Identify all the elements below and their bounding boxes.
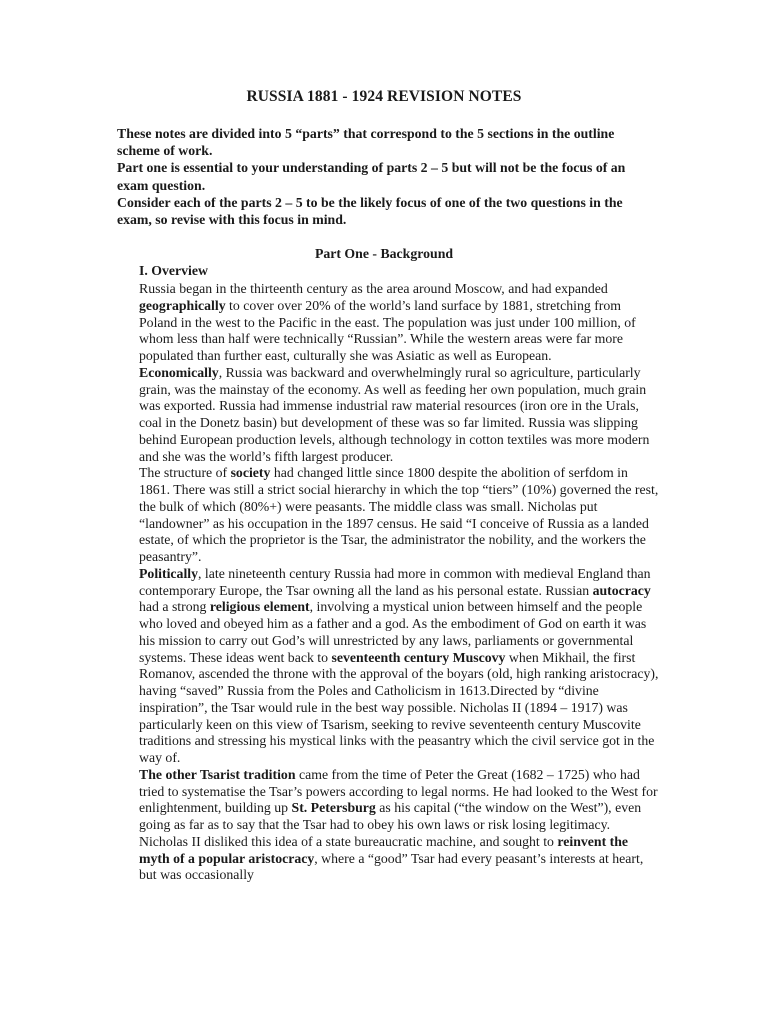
body-text xyxy=(139,281,659,884)
intro-paragraph: Part one is essential to your understanding of parts 2 – 5 but will not be the focus of an exam question. xyxy=(117,160,626,193)
document-title: RUSSIA 1881 - 1924 REVISION NOTES xyxy=(246,88,522,105)
emphasis-text: reinvent the myth of a popular aristocracy xyxy=(139,833,629,866)
emphasis-text: autocracy xyxy=(592,582,651,598)
body-paragraph xyxy=(139,465,659,566)
paragraph-text: , where a “good” Tsar had every peasant’s interests at heart, but was occasionally xyxy=(139,850,644,883)
paragraph-text: , late nineteenth century Russia had more in common with medieval England than contemporary Europe, the Tsar owning all the land as his personal estate. Russian xyxy=(139,565,651,598)
body-paragraph xyxy=(139,281,659,365)
emphasis-text: Economically xyxy=(139,364,219,380)
paragraph-text: came from the time of Peter the Great (1682 – 1725) who had tried to systematise the Tsar’s powers according to legal norms. He had looked to the West for enlightenment, building up xyxy=(139,766,658,816)
paragraph-text: The structure of xyxy=(139,465,231,481)
intro-paragraph: These notes are divided into 5 “parts” that correspond to the 5 sections in the outline scheme of work. xyxy=(117,126,615,159)
paragraph-text: , Russia was backward and overwhelmingly rural so agriculture, particularly grain, was the mainstay of the economy. As well as feeding her own population, much grain was exported. Russia had immense industrial raw material resources (iron ore in the Urals, coal in the Donetz basin) but development of these was so far limited. Russia was slipping behind European production levels, although technology in cotton textiles was more modern and she was the world’s fifth largest producer. xyxy=(139,364,650,464)
part-heading: Part One - Background xyxy=(314,246,454,261)
paragraph-text: when Mikhail, the first Romanov, ascended the throne with the approval of the boyars (old, high ranking aristocracy), having “saved” Russia from the Poles and Catholicism in 1613.Directed by “divine inspiration”, the Tsar would rule in the best way possible. Nicholas II (1894 – 1917) was particularly keen on this view of Tsarism, seeking to revive seventeenth century Muscovite traditions and stressing his mystical links with the peasantry which the civil service got in the way of. xyxy=(139,649,659,765)
emphasis-text: St. Petersburg xyxy=(291,800,376,816)
intro-paragraph: Consider each of the parts 2 – 5 to be the likely focus of one of the two questions in the exam, so revise with this focus in mind. xyxy=(117,194,623,228)
paragraph-text: , involving a mystical union between himself and the people who loved and obeyed him as a father and a god. As the embodiment of God on earth it was his mission to carry out God’s will unrestricted by any laws, parliaments or governmental systems. These ideas went back to xyxy=(139,599,647,665)
emphasis-text: religious element xyxy=(209,599,310,615)
emphasis-text: seventeenth century Muscovy xyxy=(331,649,506,665)
emphasis-text: The other Tsarist tradition xyxy=(139,766,296,782)
intro-block xyxy=(117,125,657,228)
emphasis-text: geographically xyxy=(139,297,226,313)
body-paragraph xyxy=(139,365,659,466)
emphasis-text: society xyxy=(230,465,271,481)
body-paragraph xyxy=(139,767,659,884)
paragraph-text: had changed little since 1800 despite the abolition of serfdom in 1861. There was still a strict social hierarchy in which the top “tiers” (10%) governed the rest, the bulk of which (80%+) were peasants. The middle class was small. Nicholas put “landowner” as his occupation in the 1897 census. He said “I conceive of Russia as a landed estate, of which the proprietor is the Tsar, the administrator the nobility, and the workers the peasantry”. xyxy=(139,465,659,564)
paragraph-text: as his capital (“the window on the West”), even going as far as to say that the Tsar had to obey his own laws or risk losing legitimacy. Nicholas II disliked this idea of a state bureaucratic machine, and sought to xyxy=(139,800,642,849)
body-paragraph xyxy=(139,566,659,767)
paragraph-text: had a strong xyxy=(139,599,210,615)
section-heading: I. Overview xyxy=(139,263,208,278)
emphasis-text: Politically xyxy=(139,565,199,581)
paragraph-text: to cover over 20% of the world’s land surface by 1881, stretching from Poland in the west to the Pacific in the east. The population was just under 100 million, of whom less than half were technically “Russian”. While the western areas were far more populated than further east, culturally she was Asiatic as well as European. xyxy=(139,297,636,363)
paragraph-text: Russia began in the thirteenth century as the area around Moscow, and had expanded xyxy=(139,281,608,296)
